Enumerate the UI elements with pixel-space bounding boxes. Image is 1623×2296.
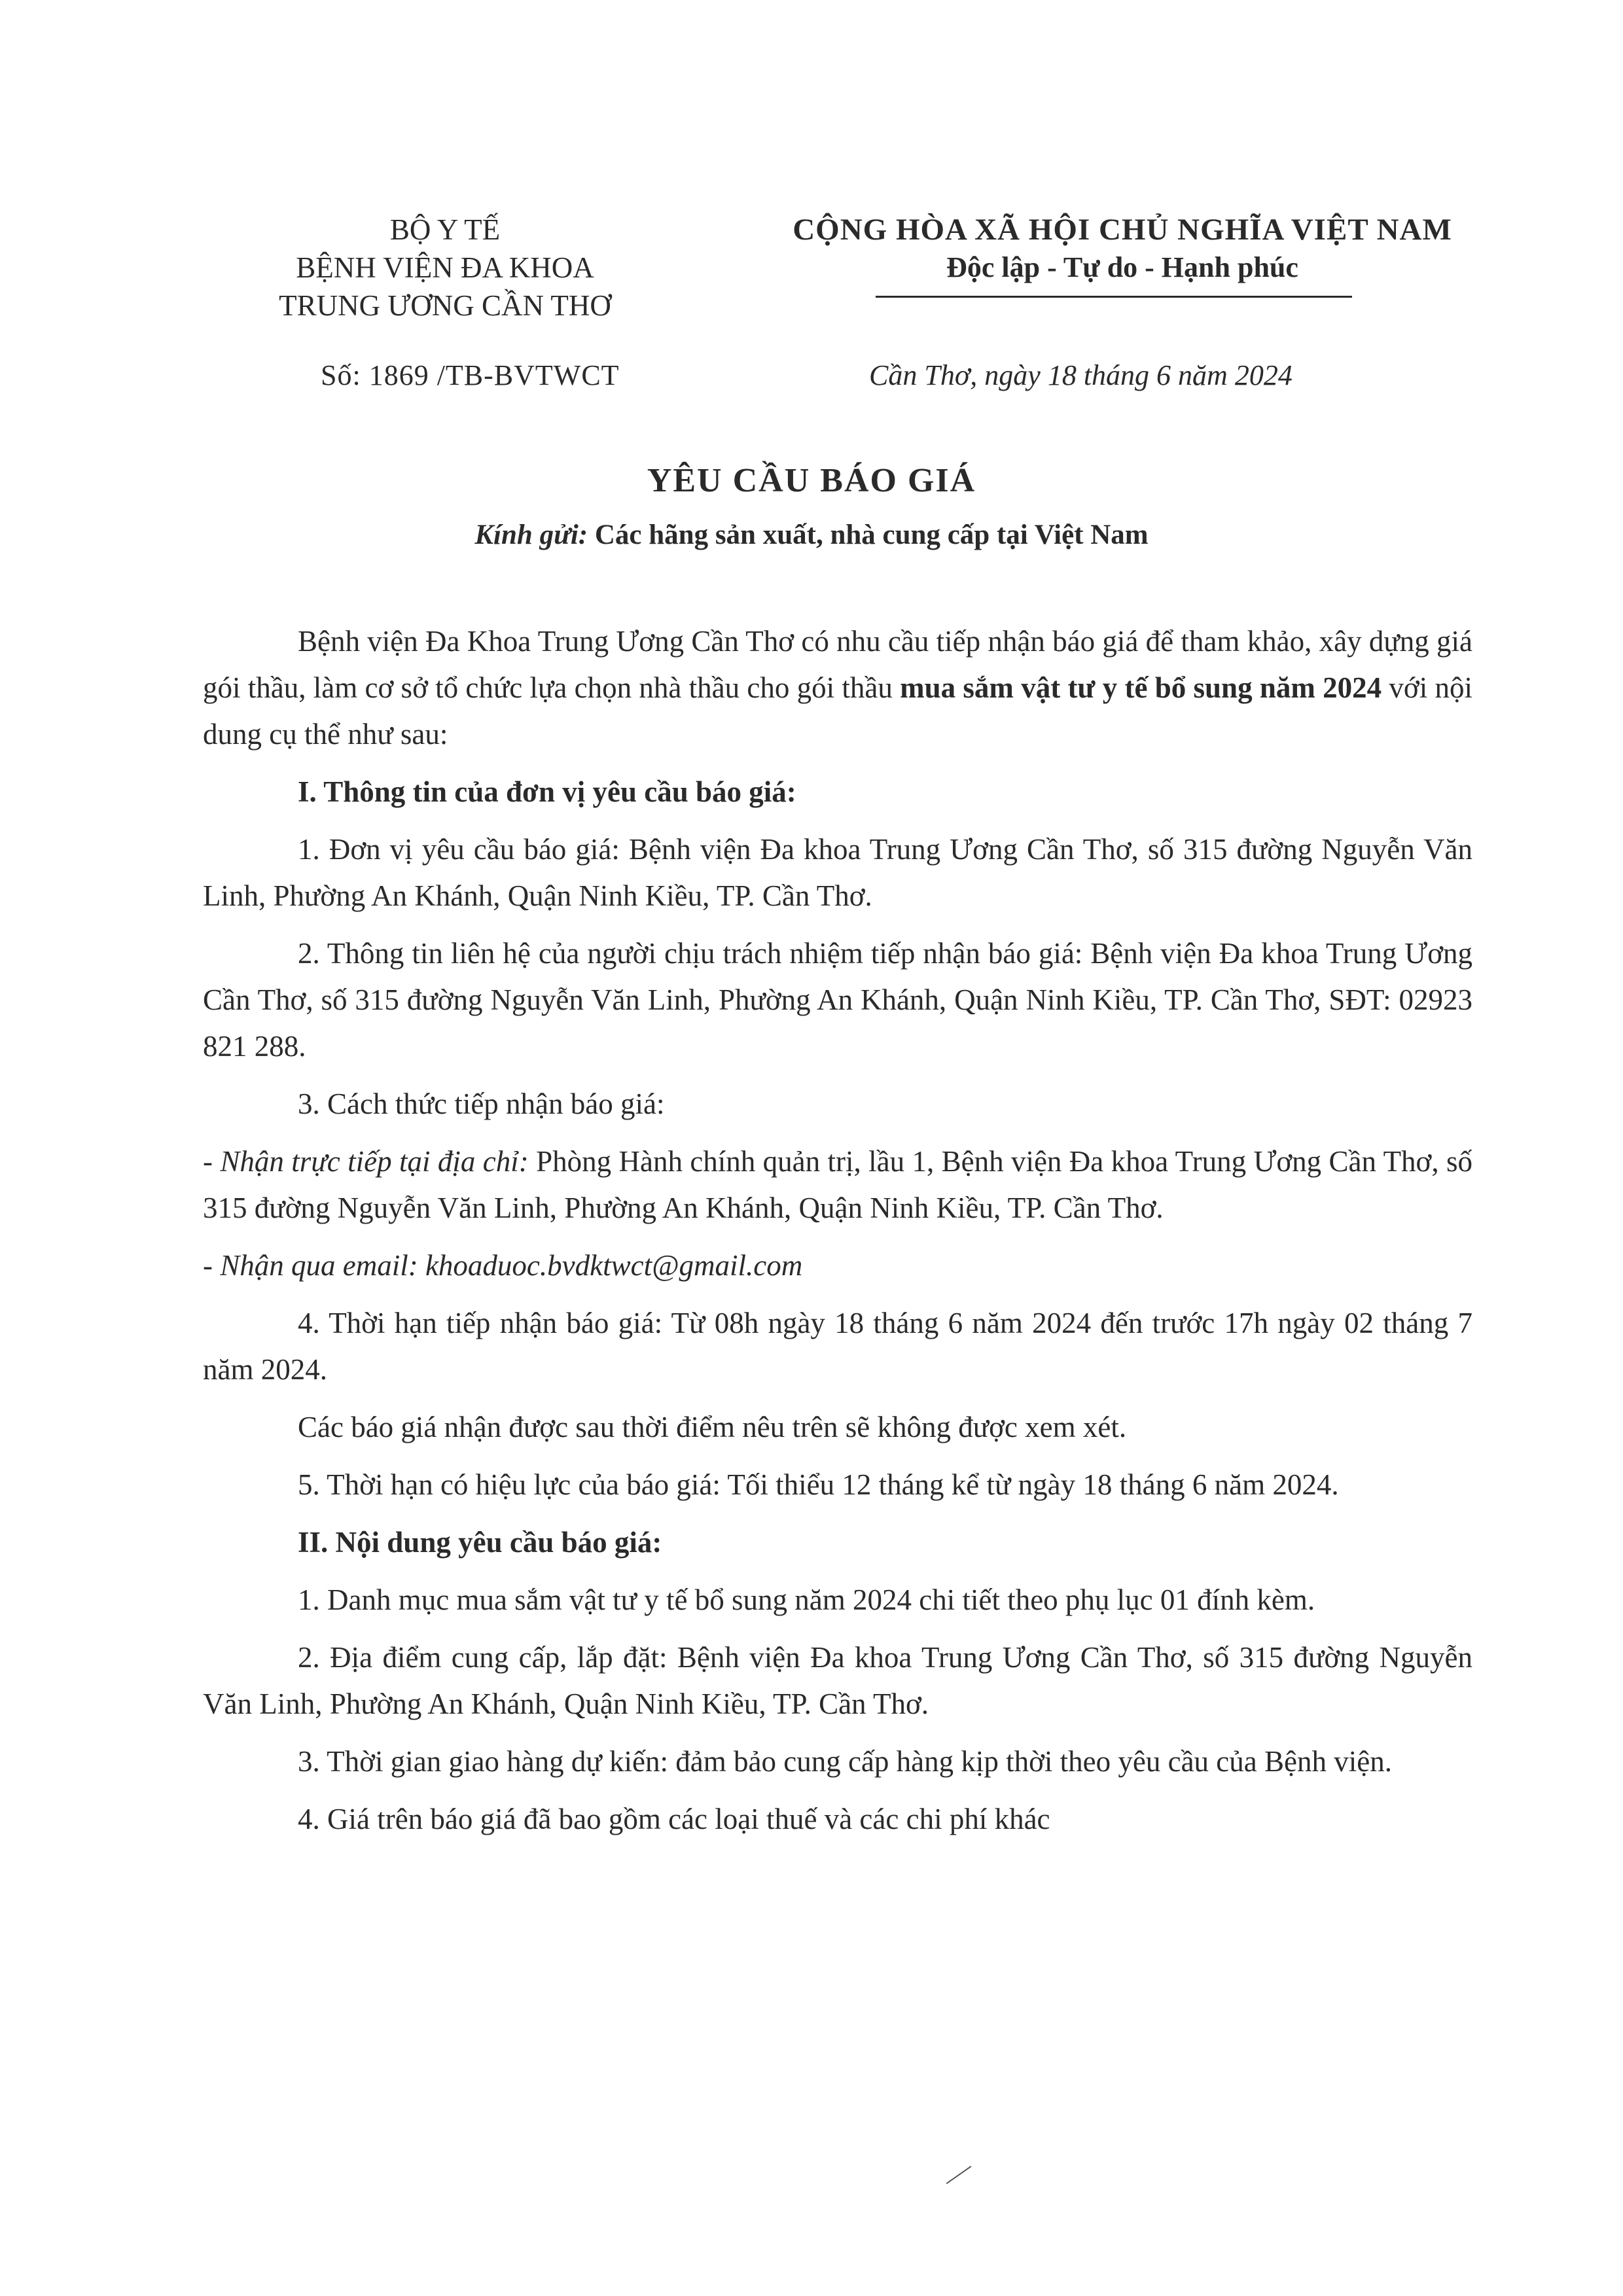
section-1-item-4: 4. Thời hạn tiếp nhận báo giá: Từ 08h ngày 18 tháng 6 năm 2024 đến trước 17h ngày 02 tháng 7 năm 2024. [203,1307,1472,1386]
section-1-item-3: 3. Cách thức tiếp nhận báo giá: [298,1087,665,1120]
motto-underline [876,296,1352,298]
section-2-item-1: 1. Danh mục mua sắm vật tư y tế bổ sung năm 2024 chi tiết theo phụ lục 01 đính kèm. [298,1583,1315,1616]
ministry-name: BỘ Y TẾ [389,213,501,246]
section-1-item-1: 1. Đơn vị yêu cầu báo giá: Bệnh viện Đa khoa Trung Ương Cần Thơ, số 315 đường Nguyễn Văn Linh, Phường An Khánh, Quận Ninh Kiều, TP. Cần Thơ. [203,833,1472,912]
section-1-item-5: 5. Thời hạn có hiệu lực của báo giá: Tối thiểu 12 tháng kể từ ngày 18 tháng 6 năm 2024. [298,1468,1339,1501]
document-title: YÊU CẦU BÁO GIÁ [647,462,976,499]
section-2-item-2: 2. Địa điểm cung cấp, lắp đặt: Bệnh viện Đa khoa Trung Ương Cần Thơ, số 315 đường Nguyễn Văn Linh, Phường An Khánh, Quận Ninh Kiều, TP. Cần Thơ. [203,1641,1472,1720]
greeting-recipients: Các hãng sản xuất, nhà cung cấp tại Việt Nam [594,520,1149,550]
hospital-location: TRUNG ƯƠNG CẦN THƠ [279,289,611,322]
nation-name: CỘNG HÒA XÃ HỘI CHỦ NGHĨA VIỆT NAM [793,213,1452,247]
national-motto: Độc lập - Tự do - Hạnh phúc [946,251,1298,283]
section-2-heading: II. Nội dung yêu cầu báo giá: [298,1526,662,1559]
package-name: mua sắm vật tư y tế bổ sung năm 2024 [900,671,1382,704]
national-header [753,211,1492,287]
receive-direct: - Nhận trực tiếp tại địa chỉ: Phòng Hành chính quản trị, lầu 1, Bệnh viện Đa khoa Trung Ương Cần Thơ, số 315 đường Nguyễn Văn Linh, Phường An Khánh, Quận Ninh Kiều, TP. Cần Thơ. [203,1145,1472,1224]
greeting-label: Kính gửi: [474,520,588,550]
hospital-name: BỆNH VIỆN ĐA KHOA [296,251,594,284]
document-body [203,618,1472,1854]
intro-paragraph: Bệnh viện Đa Khoa Trung Ương Cần Thơ có nhu cầu tiếp nhận báo giá để tham khảo, xây dựng giá gói thầu, làm cơ sở tổ chức lựa chọn nhà thầu cho gói thầu mua sắm vật tư y tế bổ sung năm 2024 với nội dung cụ thể như sau: [203,625,1472,751]
document-date: Cần Thơ, ngày 18 tháng 6 năm 2024 [869,359,1293,391]
section-2-item-4: 4. Giá trên báo giá đã bao gồm các loại thuế và các chi phí khác [298,1803,1050,1835]
section-2-item-3: 3. Thời gian giao hàng dự kiến: đảm bảo cung cấp hàng kịp thời theo yêu cầu của Bệnh viện. [298,1745,1392,1778]
document-number: Số: 1869 /TB-BVTWCT [321,359,620,391]
issuing-agency [242,211,648,325]
greeting [0,519,1623,551]
section-1-heading: I. Thông tin của đơn vị yêu cầu báo giá: [298,775,796,808]
late-submission-note: Các báo giá nhận được sau thời điểm nêu trên sẽ không được xem xét. [298,1411,1127,1443]
section-1-item-2: 2. Thông tin liên hệ của người chịu trách nhiệm tiếp nhận báo giá: Bệnh viện Đa khoa Trung Ương Cần Thơ, số 315 đường Nguyễn Văn Linh, Phường An Khánh, Quận Ninh Kiều, TP. Cần Thơ, SĐT: 02923 821 288. [203,937,1472,1063]
pen-mark [946,2166,972,2184]
receive-email: - Nhận qua email: khoaduoc.bvdktwct@gmail.com [203,1249,803,1282]
